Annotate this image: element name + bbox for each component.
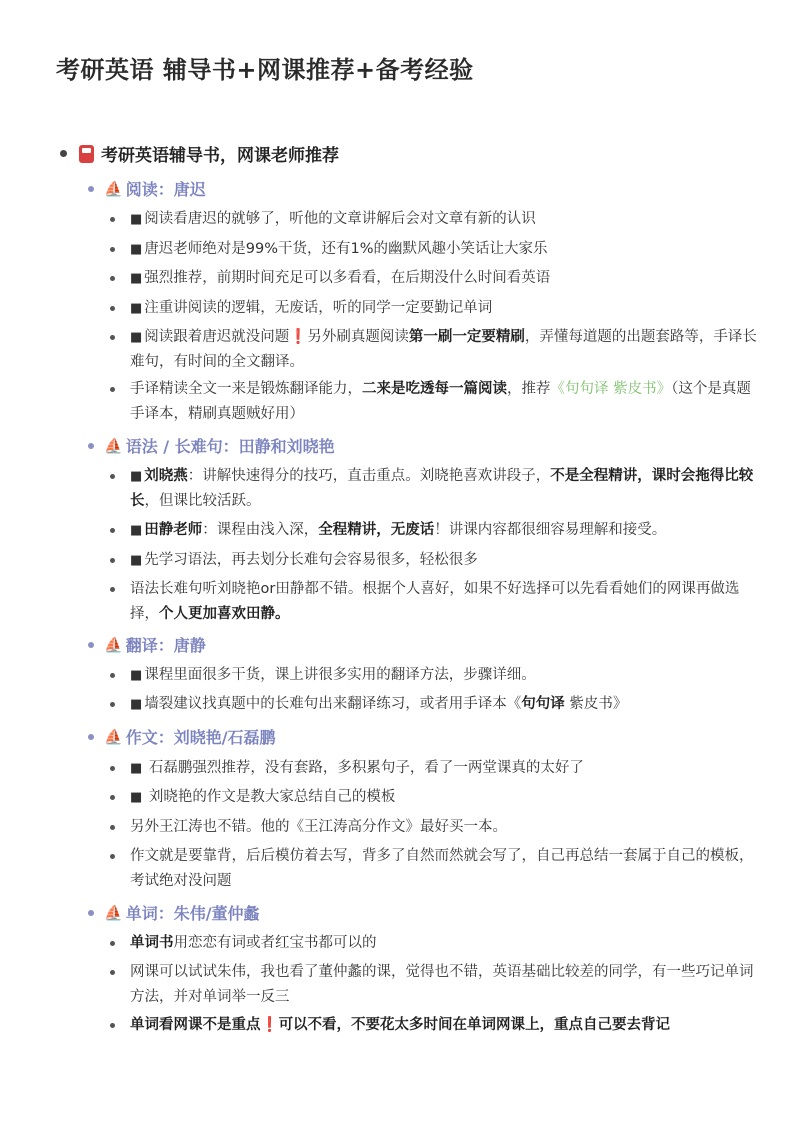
sailboat-icon: ⛵ — [104, 727, 123, 746]
sailboat-icon: ⛵ — [104, 179, 123, 198]
list-item: ■ 强烈推荐，前期时间充足可以多看看，在后期没什么时间看英语 — [110, 266, 760, 291]
list-item: 作文就是要靠背，后后模仿着去写，背多了自然而然就会写了，自己再总结一套属于自己的模板，考试绝对没问题 — [110, 844, 760, 894]
list-item: ■ 田静老师：课程由浅入深，全程精讲，无废话！讲课内容都很细容易理解和接受。 — [110, 518, 760, 543]
page-title: 考研英语 辅导书+网课推荐+备考经验 — [56, 56, 474, 84]
list-item: 另外王江涛也不错。他的《王江涛高分作文》最好买一本。 — [110, 815, 760, 840]
subsection-vocabulary — [88, 901, 260, 924]
list-item: ■ 刘晓燕：讲解快速得分的技巧，直击重点。刘晓艳喜欢讲段子，不是全程精讲，课时会拖得比较长，但课比较活跃。 — [110, 464, 760, 514]
list-item: ■ 课程里面很多干货，课上讲很多实用的翻译方法，步骤详细。 — [110, 663, 760, 688]
exclamation-icon: ❗ — [260, 1017, 279, 1033]
sailboat-icon: ⛵ — [104, 436, 123, 455]
list-item: 手译精读全文一来是锻炼翻译能力，二来是吃透每一篇阅读，推荐《句句译 紫皮书》（这个是真题手译本，精刷真题贼好用） — [110, 377, 760, 427]
list-item: ■ 唐迟老师绝对是99%干货，还有1%的幽默风趣小笑话让大家乐 — [110, 237, 760, 262]
fuel-pump-icon — [79, 145, 94, 163]
list-item: 语法长难句听刘晓艳or田静都不错。根据个人喜好，如果不好选择可以先看看她们的网课再做选择，个人更加喜欢田静。 — [110, 577, 760, 627]
list-item: ■ 注重讲阅读的逻辑，无废话，听的同学一定要勤记单词 — [110, 296, 760, 321]
bullet-icon — [60, 150, 67, 157]
list-item: ■ 阅读跟着唐迟就没问题❗另外刷真题阅读第一刷一定要精刷，弄懂每道题的出题套路等，手译长难句，有时间的全文翻译。 — [110, 325, 760, 375]
bullet-icon — [88, 642, 94, 648]
section-label: 考研英语辅导书，网课老师推荐 — [101, 146, 339, 166]
subsection-heading: 语法 / 长难句：田静和刘晓艳 — [125, 437, 335, 456]
exclamation-icon: ❗ — [289, 329, 308, 345]
subsection-writing — [88, 725, 276, 748]
bullet-icon — [88, 910, 94, 916]
list-item: 网课可以试试朱伟，我也看了董仲蠡的课，觉得也不错，英语基础比较差的同学，有一些巧记单词方法，并对单词举一反三 — [110, 960, 760, 1010]
list-item: ■ 先学习语法，再去划分长难句会容易很多，轻松很多 — [110, 548, 760, 573]
list-item: ■ 石磊鹏强烈推荐，没有套路，多积累句子，看了一两堂课真的太好了 — [110, 756, 760, 781]
list-item: 单词看网课不是重点❗可以不看，不要花太多时间在单词网课上，重点自己要去背记 — [110, 1013, 760, 1038]
list-item: ■ 刘晓艳的作文是教大家总结自己的模板 — [110, 785, 760, 810]
sailboat-icon: ⛵ — [104, 635, 123, 654]
list-item: 单词书用恋恋有词或者红宝书都可以的 — [110, 931, 760, 956]
list-item: ■ 墙裂建议找真题中的长难句出来翻译练习，或者用手译本《句句译 紫皮书》 — [110, 692, 760, 717]
bullet-icon — [88, 186, 94, 192]
subsection-heading: 翻译：唐静 — [125, 636, 206, 655]
subsection-reading — [88, 177, 206, 200]
subsection-grammar — [88, 434, 335, 457]
subsection-heading: 单词：朱伟/董仲蠡 — [125, 904, 260, 923]
list-item: ■ 阅读看唐迟的就够了，听他的文章讲解后会对文章有新的认识 — [110, 207, 760, 232]
bullet-icon — [88, 734, 94, 740]
bullet-icon — [88, 443, 94, 449]
subsection-heading: 阅读：唐迟 — [125, 180, 206, 199]
book-link: 《句句译 紫皮书》 — [550, 381, 672, 397]
section-heading — [60, 141, 339, 166]
sailboat-icon: ⛵ — [104, 903, 123, 922]
subsection-heading: 作文：刘晓艳/石磊鹏 — [125, 728, 276, 747]
subsection-translation — [88, 633, 206, 656]
